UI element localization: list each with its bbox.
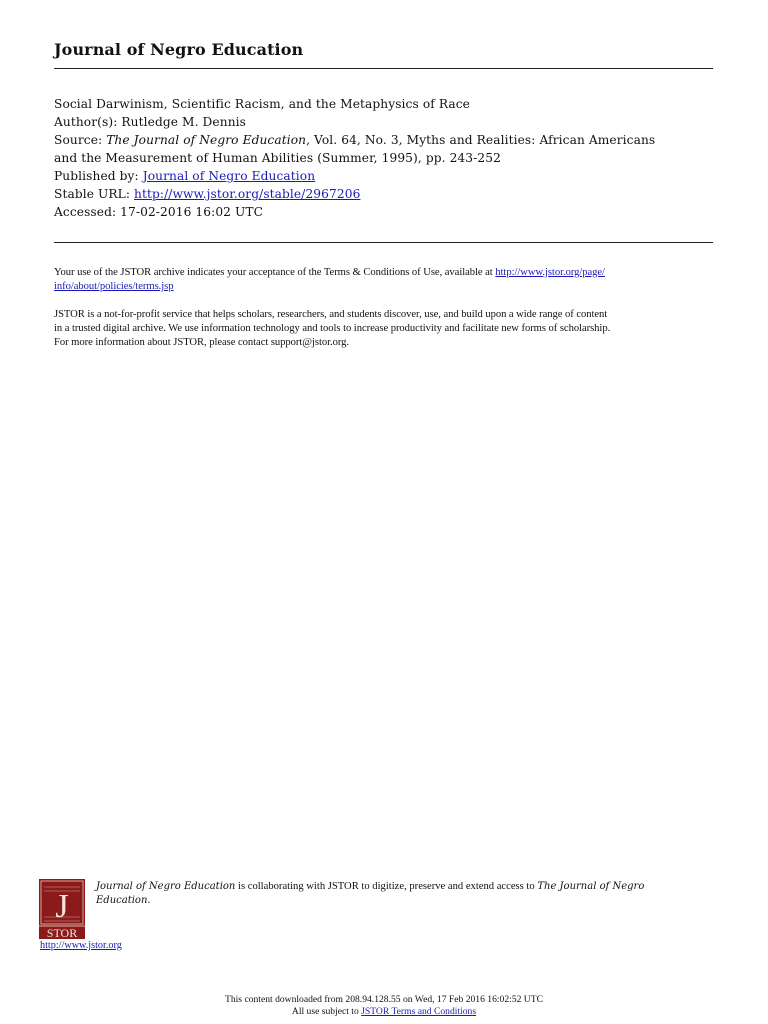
jstor-logo (39, 879, 85, 939)
stable-url-prefix: Stable URL: (54, 187, 135, 201)
collab-target-journal: The Journal of Negro (537, 881, 645, 892)
terms-link[interactable]: http://www.jstor.org/page/ info/about/policies/terms.jsp (54, 267, 605, 292)
about-line-3: For more information about JSTOR, please contact support@jstor.org. (54, 336, 349, 348)
download-info: This content downloaded from 208.94.128.55 on Wed, 17 Feb 2016 16:02:52 UTC (224, 994, 543, 1005)
stable-url-line (54, 185, 724, 203)
published-prefix: Published by: (54, 169, 143, 183)
collab-target-journal-2: Education. (96, 895, 151, 906)
author-line (54, 113, 724, 131)
source-line (54, 131, 724, 149)
about-line-1: JSTOR is a not-for-profit service that helps scholars, researchers, and students discover, use, and build upon a wide range of content (54, 309, 608, 320)
terms-conditions-link[interactable]: JSTOR Terms and Conditions (361, 1005, 477, 1017)
terms-text: Your use of the JSTOR archive indicates your acceptance of the Terms & Conditions of Use, available at (54, 267, 496, 278)
use-prefix: All use subject to (291, 1005, 362, 1017)
download-footer (0, 994, 768, 1017)
journal-title: Journal of Negro Education (54, 40, 304, 59)
about-line-2: in a trusted digital archive. We use information technology and tools to increase productivity and facilitate new forms of scholarship. (54, 322, 611, 334)
collab-journal: Journal of Negro Education (96, 881, 236, 892)
source-prefix: Source: (54, 133, 107, 147)
accessed-line: Accessed: 17-02-2016 16:02 UTC (54, 205, 264, 219)
article-title: Social Darwinism, Scientific Racism, and the Metaphysics of Race (54, 97, 470, 111)
published-line (54, 167, 724, 185)
source-line-2: and the Measurement of Human Abilities (Summer, 1995), pp. 243-252 (54, 151, 501, 165)
collab-middle: is collaborating with JSTOR to digitize, preserve and extend access to (235, 881, 538, 892)
header-divider (54, 68, 713, 69)
use-notice (0, 1006, 768, 1018)
jstor-home-link[interactable]: http://www.jstor.org (40, 940, 122, 951)
article-metadata (54, 95, 724, 221)
collaboration-notice (96, 880, 716, 908)
terms-notice (54, 266, 719, 294)
logo-letter: J (55, 888, 69, 925)
author-prefix: Author(s): (54, 115, 122, 129)
author-name: Rutledge M. Dennis (121, 115, 246, 129)
source-details: , Vol. 64, No. 3, Myths and Realities: African Americans (306, 133, 656, 147)
jstor-logo-icon (39, 879, 85, 939)
stable-url-link[interactable]: http://www.jstor.org/stable/2967206 (134, 187, 361, 201)
logo-word: STOR (46, 926, 78, 939)
publisher-link[interactable]: Journal of Negro Education (142, 169, 316, 183)
metadata-divider (54, 242, 713, 243)
about-jstor (54, 308, 719, 349)
source-journal: The Journal of Negro Education (106, 133, 307, 147)
